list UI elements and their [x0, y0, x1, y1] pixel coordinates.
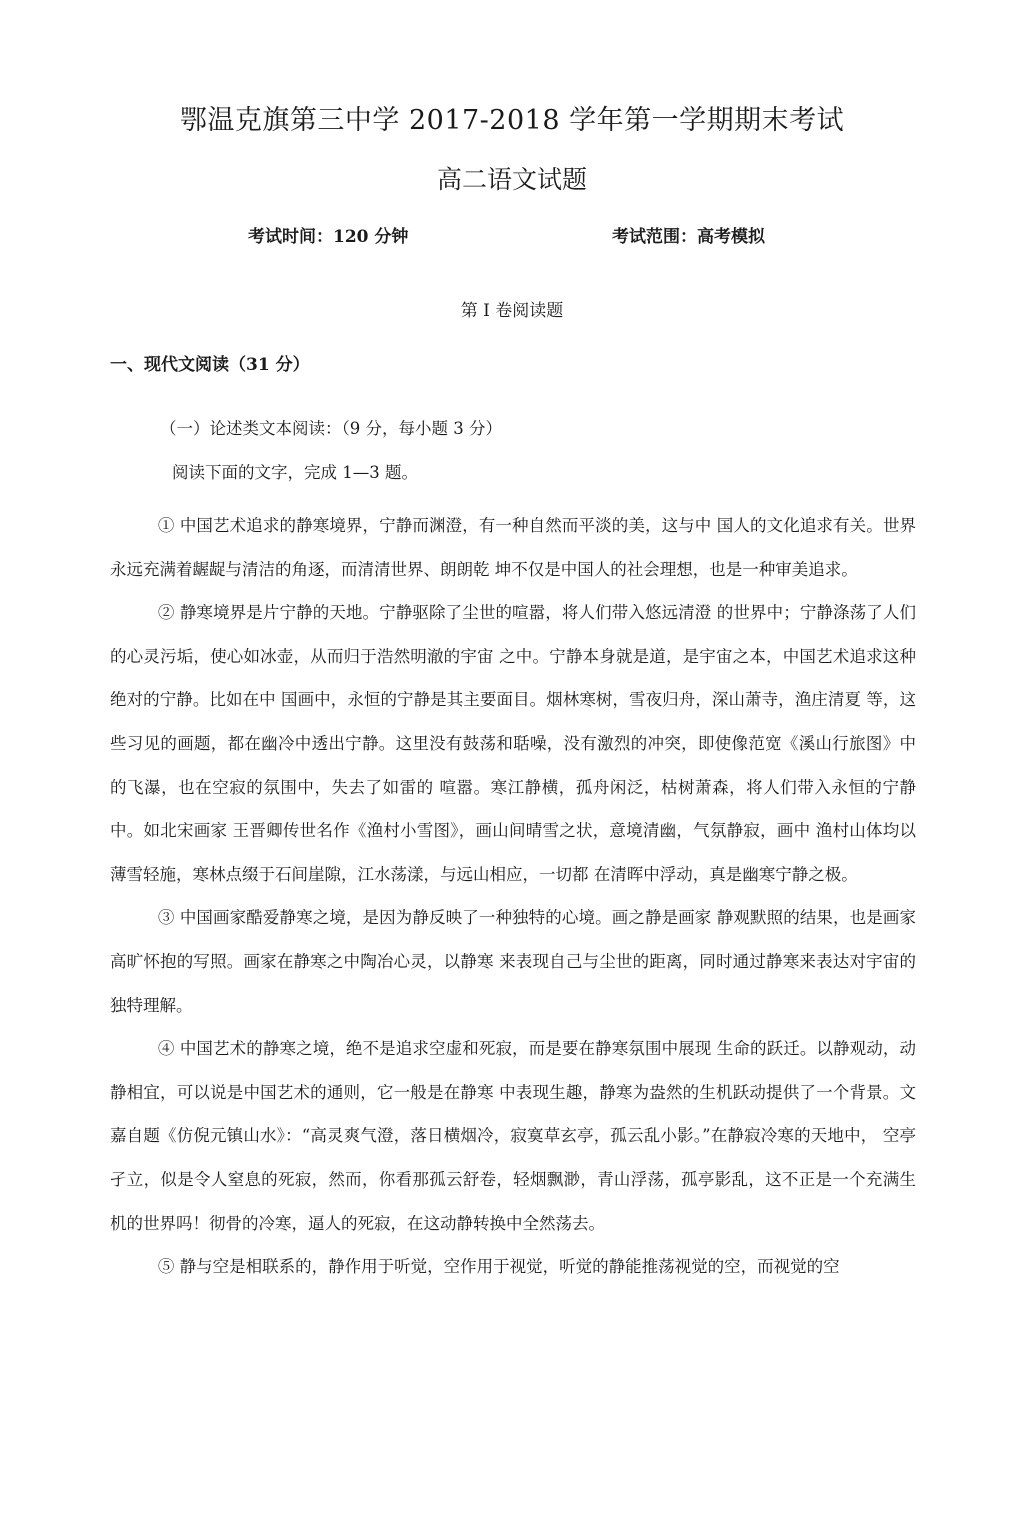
reading-instruction: 阅读下面的文字，完成 1—3 题。 [172, 463, 418, 482]
passage-paragraph-4: ④ 中国艺术的静寒之境，绝不是追求空虚和死寂，而是要在静寒氛围中展现 生命的跃迁。以静观动，动静相宜，可以说是中国艺术的通则，它一般是在静寒 中表现生趣，静寒为盎然的生机跃动提供了一个背景。文嘉自题《仿倪元镇山水》：“高灵爽气澄，落日横烟冷，寂寞草玄亭，孤云乱小影。”在静寂冷寒的天地中， 空亭孑立，似是令人窒息的死寂，然而，你看那孤云舒卷，轻烟飘渺，青山浮荡，孤亭影乱，这不正是一个充满生机的世界吗！彻骨的冷寒，逼人的死寂，在这动静转换中全然荡去。 [110, 1039, 916, 1233]
exam-time: 考试时间：120 分钟 [248, 227, 409, 247]
passage-paragraph-5: ⑤ 静与空是相联系的，静作用于听觉，空作用于视觉，听觉的静能推荡视觉的空，而视觉的空 [157, 1257, 840, 1277]
exam-subtitle: 高二语文试题 [436, 165, 587, 194]
subsection-heading: （一）论述类文本阅读：（9 分，每小题 3 分） [160, 419, 502, 438]
exam-scope: 考试范围：高考模拟 [612, 227, 765, 247]
passage-paragraph-1: ① 中国艺术追求的静寒境界，宁静而渊澄，有一种自然而平淡的美，这与中 国人的文化追求有关。世界永远充满着龌龊与清洁的角逐，而清清世界、朗朗乾 坤不仅是中国人的社会理想，也是一种审美追求。 [110, 516, 916, 579]
exam-title: 鄂温克旗第三中学 2017-2018 学年第一学期期末考试 [179, 105, 845, 136]
passage-paragraph-2: ② 静寒境界是片宁静的天地。宁静驱除了尘世的喧嚣，将人们带入悠远清澄 的世界中；宁静涤荡了人们的心灵污垢，使心如冰壶，从而归于浩然明澈的宇宙 之中。宁静本身就是道，是宇宙之本，中国艺术追求这种绝对的宁静。比如在中 国画中，永恒的宁静是其主要面目。烟林寒树，雪夜归舟，深山萧寺，渔庄清夏 等，这些习见的画题，都在幽冷中透出宁静。这里没有鼓荡和聒噪，没有激烈的冲突，即使像范宽《溪山行旅图》中的飞瀑，也在空寂的氛围中，失去了如雷的 喧嚣。寒江静横，孤舟闲泛，枯树萧森，将人们带入永恒的宁静中。如北宋画家 王晋卿传世名作《渔村小雪图》，画山间晴雪之状，意境清幽，气氛静寂，画中 渔村山体均以薄雪轻施，寒林点缀于石间崖隙，江水荡漾，与远山相应，一切都 在清晖中浮动，真是幽寒宁静之极。 [110, 603, 916, 884]
passage-body [110, 504, 916, 1289]
section-heading: 一、现代文阅读（31 分） [110, 355, 310, 375]
passage-paragraph-3: ③ 中国画家酷爱静寒之境，是因为静反映了一种独特的心境。画之静是画家 静观默照的结果，也是画家高旷怀抱的写照。画家在静寒之中陶冶心灵，以静寒 来表现自己与尘世的距离，同时通过静寒来表达对宇宙的独特理解。 [110, 908, 916, 1015]
volume-heading: 第 I 卷阅读题 [460, 301, 564, 321]
